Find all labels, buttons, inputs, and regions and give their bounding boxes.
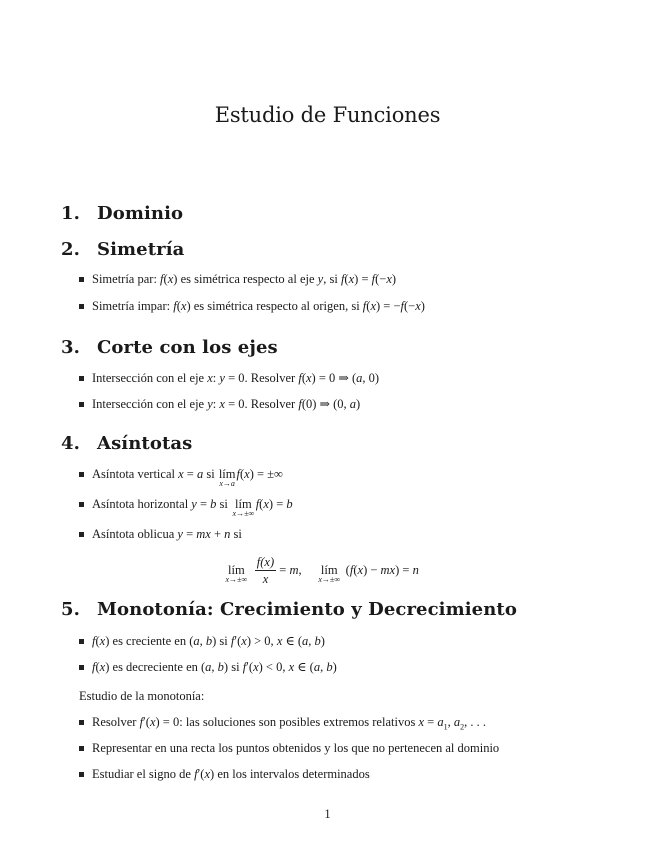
section-number: 3.: [61, 337, 80, 358]
section-number: 4.: [61, 433, 80, 454]
section-heading-corte: [61, 337, 278, 358]
section-number: 2.: [61, 239, 80, 260]
bullet-icon: [79, 639, 84, 644]
section-heading-dominio: [61, 203, 183, 224]
list-item-paso-1: Resolver f′(x) = 0: las soluciones son posibles extremos relativos $x = a_1$, $a_2$, . . .: [79, 715, 486, 732]
list-item-asintota-vertical: Asíntota vertical x = a si lím x→a f(x) = ±∞: [79, 467, 283, 482]
bullet-icon: [79, 772, 84, 777]
paragraph-estudio: Estudio de la monotonía:: [79, 689, 205, 703]
list-item-paso-3: Estudiar el signo de f′(x) en los intervalos determinados: [79, 767, 370, 782]
list-item-asintota-horizontal: Asíntota horizontal y = b si lím x→±∞ f(x) = b: [79, 497, 293, 512]
bullet-icon: [79, 665, 84, 670]
bullet-icon: [79, 304, 84, 309]
section-title: Asíntotas: [97, 433, 193, 454]
list-item-decreciente: f(x) es decreciente en (a, b) si f′(x) < 0, x ∈ (a, b): [79, 659, 337, 675]
section-title: Dominio: [97, 203, 184, 224]
section-title: Monotonía: Crecimiento y Decrecimiento: [97, 599, 517, 620]
bullet-icon: [79, 746, 84, 751]
section-title: Corte con los ejes: [97, 337, 278, 358]
bullet-icon: [79, 277, 84, 282]
bullet-icon: [79, 502, 84, 507]
section-number: 5.: [61, 599, 80, 620]
list-item-interseccion-y: Intersección con el eje y: x = 0. Resolver f(0) ⇒ (0, a): [79, 396, 360, 412]
list-item-simetria-impar: Simetría impar: f(x) es simétrica respecto al origen, si f(x) = −f(−x): [79, 299, 425, 314]
section-heading-asintotas: [61, 433, 192, 454]
bullet-icon: [79, 532, 84, 537]
list-item-creciente: f(x) es creciente en (a, b) si f′(x) > 0, x ∈ (a, b): [79, 633, 325, 649]
bullet-icon: [79, 720, 84, 725]
section-heading-simetria: [61, 239, 184, 260]
section-number: 1.: [61, 203, 80, 224]
list-item-asintota-oblicua: Asíntota oblicua y = mx + n si: [79, 527, 242, 542]
oblique-asymptote-formula: lím x→±∞ $\frac{f(x)}{x}$ = m, lím x→±∞ (f(x) − mx) = n: [225, 555, 419, 586]
bullet-icon: [79, 376, 84, 381]
list-item-interseccion-x: Intersección con el eje x: y = 0. Resolver f(x) = 0 ⇒ (a, 0): [79, 370, 379, 386]
bullet-icon: [79, 402, 84, 407]
section-title: Simetría: [97, 239, 185, 260]
section-heading-monotonia: [61, 599, 517, 620]
page-title: Estudio de Funciones: [214, 103, 441, 127]
bullet-icon: [79, 472, 84, 477]
page-number: 1: [324, 807, 331, 821]
list-item-paso-2: Representar en una recta los puntos obtenidos y los que no pertenecen al dominio: [79, 741, 499, 756]
list-item-simetria-par: Simetría par: f(x) es simétrica respecto al eje y, si f(x) = f(−x): [79, 272, 396, 287]
